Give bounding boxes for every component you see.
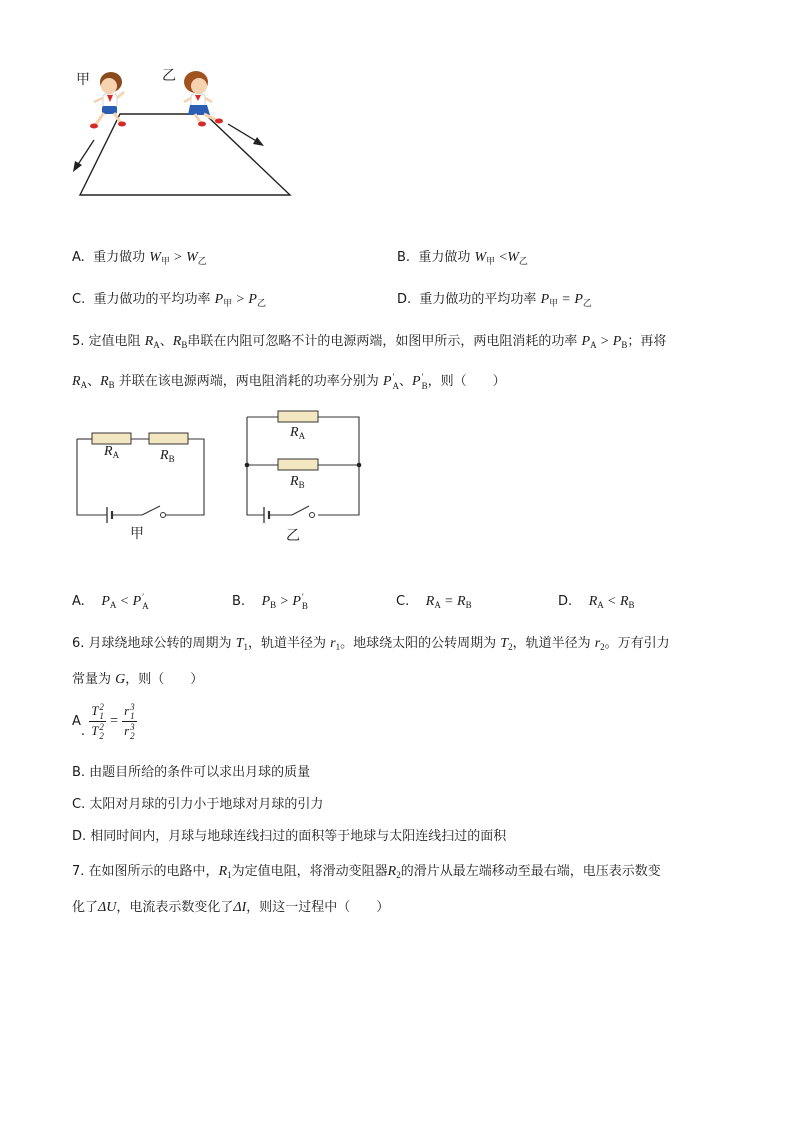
arrow-left-down-icon <box>73 140 94 172</box>
circuit-yi-rb-label: $R_B$ <box>290 474 305 490</box>
circuit-jia-rb-label: $R_B$ <box>160 448 175 464</box>
q4-option-c[interactable]: C. 重力做功的平均功率 $P_甲 > P_乙$ <box>72 292 266 308</box>
q7-stem-line-1: 7. 在如图所示的电路中，$R_1$为定值电阻，将滑动变阻器$R_2$的滑片从最左端移动至最右端，电压表示数变 <box>72 864 661 880</box>
q5-option-a[interactable]: A. $P_A < P$ ′ A <box>72 591 149 611</box>
q6-stem-line-1: 6. 月球绕地球公转的周期为 $T_1$，轨道半径为 $r_1$。地球绕太阳的公转周期为 $T_2$，轨道半径为 $r_2$。万有引力 <box>72 636 670 652</box>
label-yi: 乙 <box>162 68 176 84</box>
q6-option-c[interactable]: C. 太阳对月球的引力小于地球对月球的引力 <box>72 797 324 812</box>
trapezoid-slope <box>80 114 290 195</box>
circuit-jia-ra-label: $R_A$ <box>104 444 120 460</box>
q4-option-b[interactable]: B. 重力做功 $W_甲 <W_乙$ <box>397 250 528 266</box>
q6-option-b[interactable]: B. 由题目所给的条件可以求出月球的质量 <box>72 765 311 780</box>
q5-option-c[interactable]: C. $R_A = R_B$ <box>396 594 472 610</box>
fraction-r: r 3 1 r 3 2 <box>124 702 135 742</box>
label-jia: 甲 <box>76 72 90 88</box>
junction-left <box>245 463 250 468</box>
battery-icon <box>107 507 112 523</box>
q6-stem-line-2: 常量为 G，则（ ） <box>72 672 204 687</box>
battery-icon <box>264 507 269 523</box>
child-yi-icon <box>184 71 223 127</box>
q5-stem-line-2: $R_A$、$R_B$ 并联在该电源两端，两电阻消耗的功率分别为 P ′ A 、P ′ B ，则（ ） <box>72 371 506 391</box>
resistor-rb <box>278 459 318 470</box>
switch-icon <box>292 506 315 518</box>
q5-option-d[interactable]: D. $R_A < R_B$ <box>558 594 635 610</box>
resistor-ra <box>278 411 318 422</box>
child-jia-icon <box>90 72 126 129</box>
q7-stem-line-2: 化了ΔU，电流表示数变化了ΔI，则这一过程中（ ） <box>72 900 390 915</box>
q4-option-d[interactable]: D. 重力做功的平均功率 $P_甲 = P_乙$ <box>397 292 592 308</box>
q5-option-b[interactable]: B. $P_B > P$ ′ B <box>232 591 308 611</box>
circuit-yi-ra-label: $R_A$ <box>290 425 306 441</box>
resistor-rb <box>149 433 188 444</box>
q6-option-a[interactable]: A. T 2 1 T 2 2 = r 3 1 r 3 2 <box>72 702 135 742</box>
q5-stem-line-1: 5. 定值电阻 $R_A$、$R_B$串联在内阻可忽略不计的电源两端，如图甲所示，两电阻消耗的功率 $P_A > P_B$；再将 <box>72 334 667 350</box>
arrow-right-down-icon <box>228 124 264 146</box>
circuit-jia <box>70 425 215 525</box>
q4-option-a[interactable]: A. 重力做功 $W_甲 > W_乙$ <box>72 250 207 266</box>
circuit-jia-caption: 甲 <box>130 526 144 542</box>
junction-right <box>357 463 362 468</box>
q6-option-d[interactable]: D. 相同时间内，月球与地球连线扫过的面积等于地球与太阳连线扫过的面积 <box>72 829 507 844</box>
switch-icon <box>142 506 166 518</box>
circuit-yi-caption: 乙 <box>286 528 300 544</box>
fraction-t: T 2 1 T 2 2 <box>91 702 104 742</box>
q4-figure <box>60 62 310 202</box>
